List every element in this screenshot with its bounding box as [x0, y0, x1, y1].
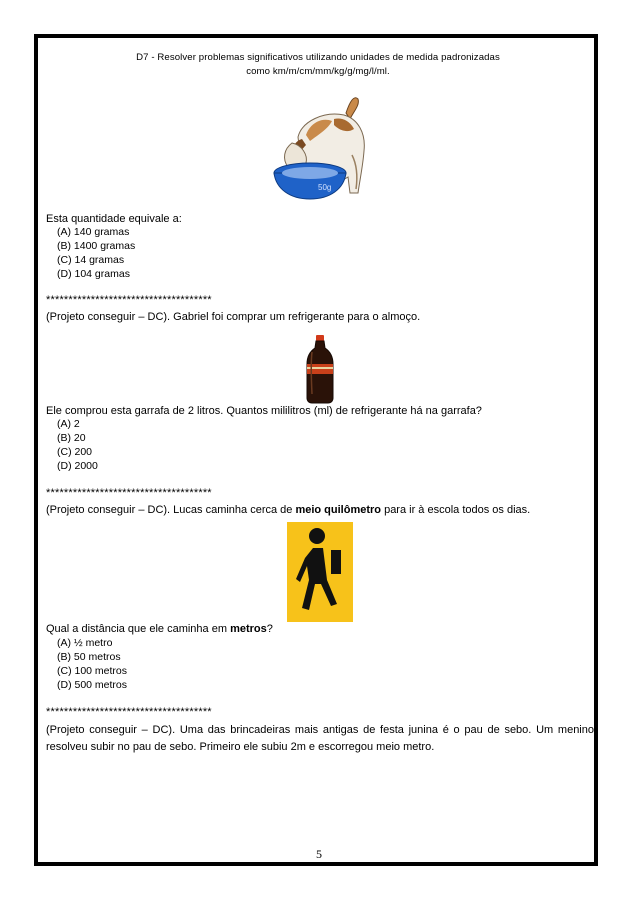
q3-prompt-bold: metros: [230, 623, 267, 635]
separator: *************************************: [46, 294, 212, 306]
q1-option-a: (A) 140 gramas: [57, 226, 130, 238]
q2-option-a: (A) 2: [57, 418, 80, 430]
separator: *************************************: [46, 706, 212, 718]
q3-intro-bold: meio quilômetro: [295, 504, 382, 516]
q3-intro-after: para ir à escola todos os dias.: [381, 504, 531, 516]
pedestrian-walking-sign-icon: [287, 522, 353, 622]
q3-option-d: (D) 500 metros: [57, 679, 128, 691]
q2-option-d: (D) 2000: [57, 460, 98, 472]
q3-intro-before: (Projeto conseguir – DC). Lucas caminha cerca de: [46, 504, 296, 516]
q3-prompt-after: ?: [266, 623, 273, 635]
q1-option-c: (C) 14 gramas: [57, 254, 125, 266]
q2-intro: (Projeto conseguir – DC). Gabriel foi comprar um refrigerante para o almoço.: [46, 311, 421, 323]
q2-option-c: (C) 200: [57, 446, 93, 458]
bowl-label: 50g: [318, 183, 332, 192]
soda-bottle-icon: [303, 334, 337, 404]
separator: *************************************: [46, 487, 212, 499]
q3-prompt: [46, 622, 273, 636]
q2-option-b: (B) 20: [57, 432, 86, 444]
header-line-2: como km/m/cm/mm/kg/g/mg/l/ml.: [246, 66, 390, 77]
q3-option-a: (A) ½ metro: [57, 637, 113, 649]
q1-option-b: (B) 1400 gramas: [57, 240, 136, 252]
q1-option-d: (D) 104 gramas: [57, 268, 130, 280]
page-number: 5: [316, 847, 322, 861]
q3-prompt-before: Qual a distância que ele caminha em: [46, 623, 231, 635]
q3-option-c: (C) 100 metros: [57, 665, 128, 677]
q3-intro: [46, 503, 530, 517]
q4-text: (Projeto conseguir – DC). Uma das brincadeiras mais antigas de festa junina é o pau de sebo. Um menino resolveu subir no pau de sebo. Primeiro ele subiu 2m e escorregou meio metro.: [46, 724, 594, 753]
dog-eating-from-bowl-icon: [262, 93, 377, 207]
page-header: [40, 51, 596, 79]
q2-prompt: Ele comprou esta garrafa de 2 litros. Quantos mililitros (ml) de refrigerante há na garrafa?: [46, 405, 482, 417]
q3-option-b: (B) 50 metros: [57, 651, 121, 663]
header-line-1: D7 - Resolver problemas significativos utilizando unidades de medida padronizadas: [136, 52, 500, 63]
q1-prompt: Esta quantidade equivale a:: [46, 213, 182, 225]
